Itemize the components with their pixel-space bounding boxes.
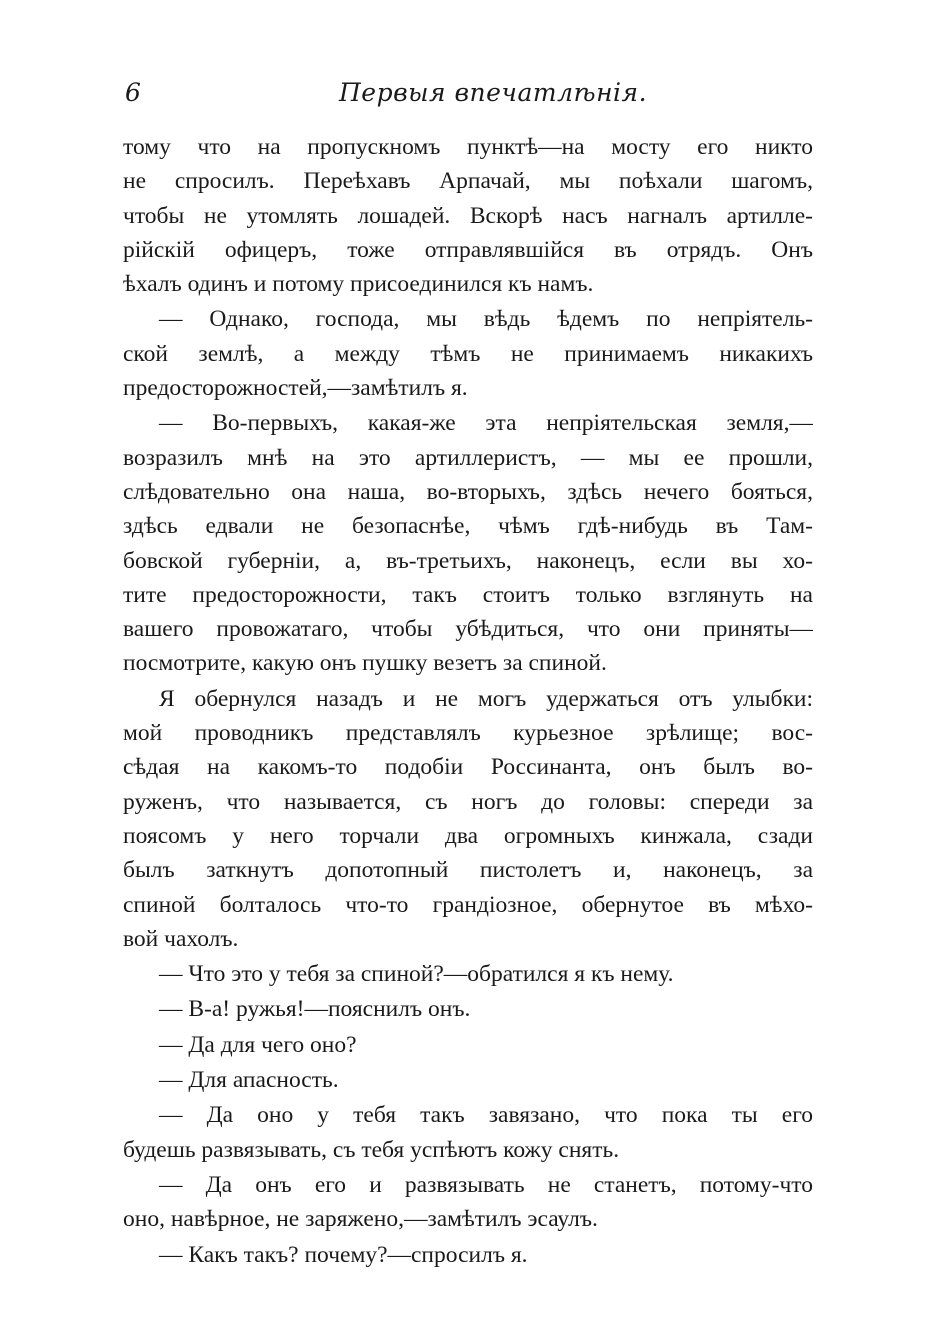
text-line: — Во-первыхъ, какая-же эта непріятельская земля,— [159,410,813,437]
text-line: слѣдовательно она наша, во-вторыхъ, здѣсь нечего бояться, [123,478,813,505]
paragraph [123,1168,813,1237]
text-line: — В-а! ружья!—пояснилъ онъ. [159,996,471,1023]
text-line: вашего провожатаго, чтобы убѣдиться, что они приняты— [123,616,813,643]
paragraph [123,1028,813,1062]
paragraph [123,957,813,991]
text-line: мой проводникъ представлялъ курьезное зрѣлище; вос- [123,720,813,747]
paragraph [123,992,813,1026]
text-line: возразилъ мнѣ на это артиллеристъ, — мы ее прошли, [123,444,813,471]
running-title: Первыя впечатлѣнія. [338,78,648,107]
text-line: — Да для чего оно? [159,1031,357,1058]
page-number: 6 [125,78,141,107]
text-line: тите предосторожности, такъ стоитъ только взглянуть на [123,581,813,608]
text-line: спиной болталось что-то грандіозное, обернутое въ мѣхо- [123,891,813,918]
text-line: — Что это у тебя за спиной?—обратился я къ нему. [159,961,674,988]
text-line: будешь развязывать, съ тебя успѣютъ кожу снять. [123,1136,620,1163]
page-header [123,76,813,110]
text-line: былъ заткнутъ допотопный пистолетъ и, наконецъ, за [123,857,813,884]
paragraph [123,1098,813,1167]
text-line: — Для апасность. [159,1067,339,1094]
text-line: бовской губерніи, а, въ-третьихъ, наконецъ, если вы хо- [123,547,813,574]
paragraph [123,130,813,301]
text-line: — Да оно у тебя такъ завязано, что пока ты его [159,1102,813,1129]
text-line: тому что на пропускномъ пунктѣ—на мосту его никто [123,134,813,160]
text-line: не спросилъ. Переѣхавъ Арпачай, мы поѣхали шагомъ, [123,168,813,195]
paragraph [123,1238,813,1272]
text-line: сѣдая на какомъ-то подобіи Россинанта, онъ былъ во- [123,754,813,781]
text-line: чтобы не утомлять лошадей. Вскорѣ насъ нагналъ артилле- [123,202,813,229]
text-line: посмотрите, какую онъ пушку везетъ за спиной. [123,650,607,677]
text-line: предосторожностей,—замѣтилъ я. [123,375,468,402]
text-line: — Какъ такъ? почему?—спросилъ я. [159,1241,528,1268]
text-line: Я обернулся назадъ и не могъ удержаться отъ улыбки: [159,685,813,712]
text-line: вой чахолъ. [123,925,239,952]
paragraph [123,1063,813,1097]
text-line: здѣсь едвали не безопаснѣе, чѣмъ гдѣ-нибудь въ Там- [123,513,813,540]
paragraph [123,302,813,405]
text-line: — Однако, господа, мы вѣдь ѣдемъ по непріятель- [159,306,813,333]
paragraph [123,682,813,956]
text-line: руженъ, что называется, съ ногъ до головы: спереди за [123,788,813,815]
body-text [123,130,813,1272]
paragraph [123,406,813,680]
text-line: ской землѣ, а между тѣмъ не принимаемъ никакихъ [123,340,813,367]
text-line: ѣхалъ одинъ и потому присоединился къ намъ. [123,271,594,298]
text-line: — Да онъ его и развязывать не станетъ, потому-что [159,1171,813,1198]
text-line: оно, навѣрное, не заряжено,—замѣтилъ эсаулъ. [123,1206,598,1233]
text-line: рійскій офицеръ, тоже отправлявшійся въ отрядъ. Онъ [123,236,813,263]
text-line: поясомъ у него торчали два огромныхъ кинжала, сзади [123,822,813,849]
